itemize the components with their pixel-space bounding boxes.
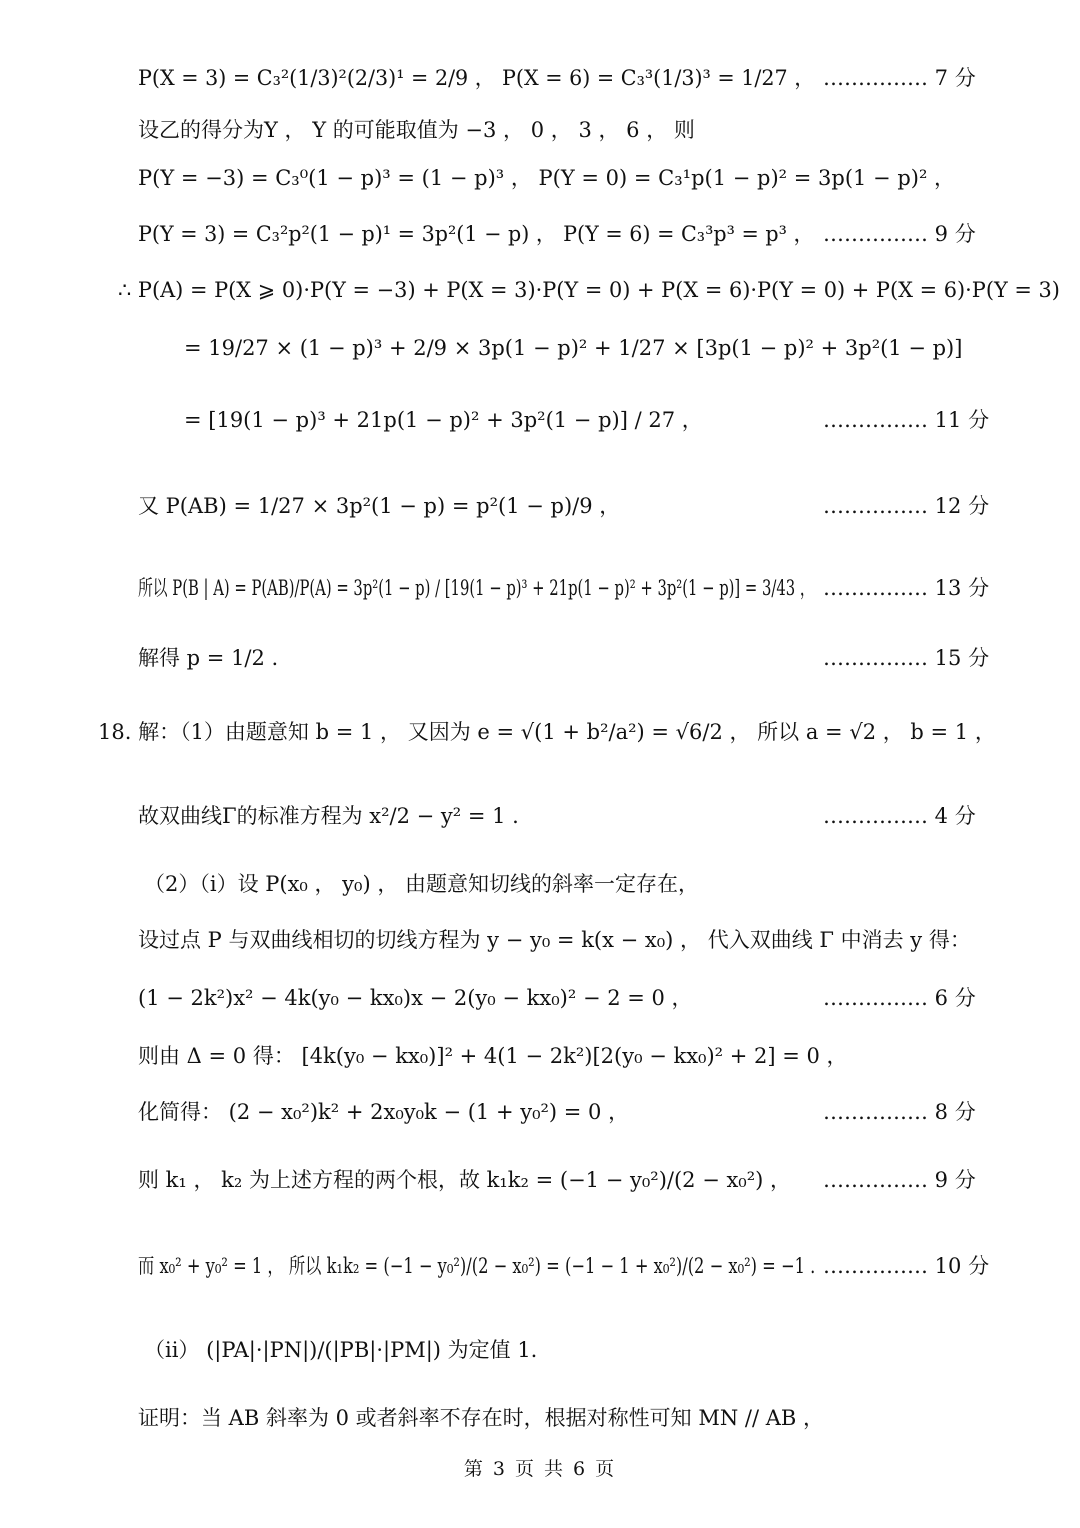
score-marker: …………… 9 分 [823,1168,976,1192]
score-marker: …………… 9 分 [823,222,976,246]
solution-line: 解得 p = 1/2 . [138,646,279,670]
question-heading-line: 18. 解：（1）由题意知 b = 1 ， 又因为 e = √(1 + b²/a²) = √6/2 ， 所以 a = √2 ， b = 1 ， [98,720,996,744]
score-marker: …………… 11 分 [823,408,990,432]
solution-line: 证明：当 AB 斜率为 0 或者斜率不存在时，根据对称性可知 MN // AB ， [138,1406,824,1430]
score-marker: …………… 7 分 [823,66,976,90]
solution-line: P(Y = 3) = C₃²p²(1 − p)¹ = 3p²(1 − p) ， P(Y = 6) = C₃³p³ = p³ ， [138,222,815,246]
solution-line: 化简得： (2 − x₀²)k² + 2x₀y₀k − (1 + y₀²) = 0 ， [138,1100,630,1124]
solution-line: ∴ P(A) = P(X ⩾ 0)·P(Y = −3) + P(X = 3)·P(Y = 0) + P(X = 6)·P(Y = 0) + P(X = 6)·P(Y = 3) [118,278,1060,302]
solution-line: 设乙的得分为Y ， Y 的可能取值为 −3 ， 0 ， 3 ， 6 ， 则 [138,118,695,142]
solution-line: (1 − 2k²)x² − 4k(y₀ − kx₀)x − 2(y₀ − kx₀)² − 2 = 0 ， [138,986,693,1010]
solution-line: 设过点 P 与双曲线相切的切线方程为 y − y₀ = k(x − x₀) ， 代入双曲线 Γ 中消去 y 得： [138,928,971,952]
solution-line: 而 x₀² + y₀² = 1 ， 所以 k₁k₂ = (−1 − y₀²)/(2 − x₀²) = (−1 − 1 + x₀²)/(2 − x₀²) = −1 . [138,1254,816,1278]
solution-line: （2）（i）设 P(x₀ ， y₀) ， 由题意知切线的斜率一定存在， [144,872,700,896]
score-marker: …………… 13 分 [823,576,990,600]
solution-line: P(X = 3) = C₃²(1/3)²(2/3)¹ = 2/9 ， P(X = 6) = C₃³(1/3)³ = 1/27 ， [138,66,815,90]
page-number-footer: 第 3 页 共 6 页 [463,1458,617,1480]
score-marker: …………… 12 分 [823,494,990,518]
solution-line: = 19/27 × (1 − p)³ + 2/9 × 3p(1 − p)² + 1/27 × [3p(1 − p)² + 3p²(1 − p)] [184,336,963,360]
score-marker: …………… 15 分 [823,646,990,670]
solution-line: （ii） (|PA|·|PN|)/(|PB|·|PM|) 为定值 1. [144,1338,538,1362]
solution-line: 则 k₁ ， k₂ 为上述方程的两个根，故 k₁k₂ = (−1 − y₀²)/(2 − x₀²) ， [138,1168,792,1192]
score-marker: …………… 4 分 [823,804,976,828]
solution-line: P(Y = −3) = C₃⁰(1 − p)³ = (1 − p)³ ， P(Y = 0) = C₃¹p(1 − p)² = 3p(1 − p)² ， [138,166,956,190]
score-marker: …………… 6 分 [823,986,976,1010]
solution-line: 所以 P(B | A) = P(AB)/P(A) = 3p²(1 − p) / [19(1 − p)³ + 21p(1 − p)² + 3p²(1 − p)] = 3/43 ， [138,576,815,600]
solution-line: 故双曲线Γ的标准方程为 x²/2 − y² = 1 . [138,804,519,828]
solution-line: 又 P(AB) = 1/27 × 3p²(1 − p) = p²(1 − p)/9 ， [138,494,621,518]
solution-line: = [19(1 − p)³ + 21p(1 − p)² + 3p²(1 − p)] / 27 ， [184,408,703,432]
score-marker: …………… 10 分 [823,1254,990,1278]
score-marker: …………… 8 分 [823,1100,976,1124]
solution-line: 则由 Δ = 0 得： [4k(y₀ − kx₀)]² + 4(1 − 2k²)[2(y₀ − kx₀)² + 2] = 0 ， [138,1044,848,1068]
